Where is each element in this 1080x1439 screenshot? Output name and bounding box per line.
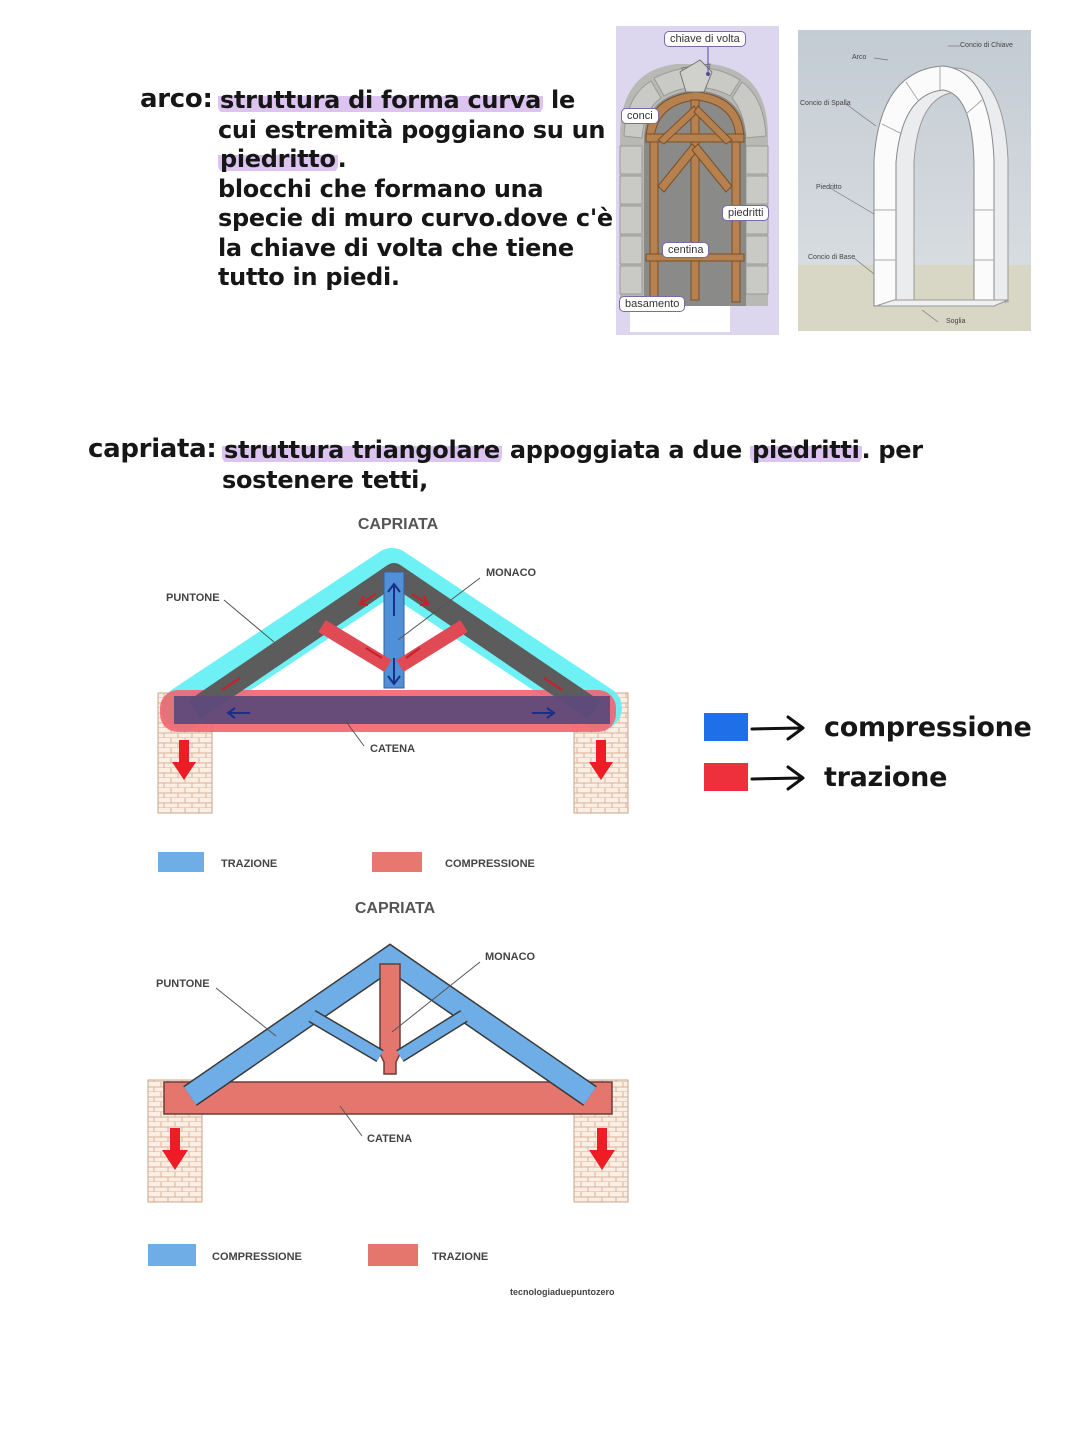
truss1-catena-beam — [174, 696, 610, 724]
highlight-struttura-curva: struttura di forma curva — [220, 86, 541, 114]
truss2-monaco-post — [380, 964, 400, 1074]
arrow-right-icon — [748, 762, 810, 792]
label-concio-di-chiave: Concio di Chiave — [960, 42, 1013, 49]
truss2-legend-swatch-right — [368, 1244, 418, 1266]
arco-def-part2: . — [337, 145, 347, 173]
capriata-def-part1: appoggiata a due — [501, 436, 751, 464]
truss1-strut-left — [322, 626, 388, 666]
truss1-legend-right: COMPRESSIONE — [445, 858, 535, 870]
truss1-legend-swatch-left — [158, 852, 204, 872]
capriata-definition — [222, 436, 942, 495]
truss1-legend-left: TRAZIONE — [221, 858, 278, 870]
color-legend — [704, 708, 1044, 808]
truss2-legend-right: TRAZIONE — [432, 1251, 489, 1263]
truss1-label-puntone: PUNTONE — [166, 592, 220, 604]
label-conci: conci — [621, 108, 659, 124]
label-centina: centina — [662, 242, 709, 258]
truss1-legend-swatch-right — [372, 852, 422, 872]
highlight-piedritti: piedritti — [752, 436, 860, 464]
truss-diagram-clean — [140, 892, 640, 1302]
legend-row-compressione — [704, 712, 1032, 742]
capriata-term: capriata: — [88, 434, 217, 464]
arco-def-part3: blocchi che formano una specie di muro curvo.dove c'è la chiave di volta che tiene tutto in piedi. — [218, 174, 613, 291]
truss1-strut-right — [400, 626, 464, 666]
truss2-strut-left — [312, 1016, 380, 1056]
arco-term: arco: — [140, 84, 213, 114]
legend-swatch-blue — [704, 713, 748, 741]
legend-swatch-red — [704, 763, 748, 791]
truss2-credit: tecnologiaduepuntozero — [510, 1287, 615, 1297]
highlight-struttura-triangolare: struttura triangolare — [224, 436, 500, 464]
arch-3d-diagram — [798, 30, 1031, 331]
arco-def-part1: le cui estremità poggiano su un — [218, 86, 606, 144]
truss-diagram-annotated — [150, 508, 640, 878]
arch-3d-drawing — [798, 30, 1031, 331]
label-piedritti: piedritti — [722, 205, 769, 221]
arrow-right-icon — [748, 712, 810, 742]
truss2-label-puntone: PUNTONE — [156, 978, 210, 990]
label-arco: Arco — [852, 54, 867, 61]
legend-row-trazione — [704, 762, 947, 792]
label-chiave-di-volta: chiave di volta — [664, 31, 746, 47]
truss2-title: CAPRIATA — [354, 900, 436, 917]
label-concio-di-spalla: Concio di Spalla — [800, 100, 851, 107]
truss2-legend-swatch-left — [148, 1244, 196, 1266]
arch-photo-illustration — [616, 26, 779, 335]
truss1-label-monaco: MONACO — [486, 567, 537, 579]
arch-photo-drawing — [616, 26, 779, 335]
truss2-legend-left: COMPRESSIONE — [212, 1251, 302, 1263]
label-soglia: Soglia — [946, 318, 966, 325]
truss2-label-monaco: MONACO — [485, 951, 536, 963]
highlight-piedritto: piedritto — [220, 145, 336, 173]
arco-definition — [218, 86, 618, 293]
truss2-catena-beam — [164, 1082, 612, 1114]
legend-label-trazione: trazione — [824, 761, 948, 793]
label-piedritto: Piedritto — [816, 184, 842, 191]
legend-label-compressione: compressione — [824, 711, 1032, 743]
truss2-label-catena: CATENA — [367, 1133, 413, 1145]
label-basamento: basamento — [619, 296, 685, 312]
truss1-label-catena: CATENA — [370, 743, 416, 755]
capriata-def-part2: . per sostenere tetti, — [222, 436, 923, 494]
label-concio-di-base: Concio di Base — [808, 254, 856, 261]
truss2-strut-right — [400, 1016, 464, 1056]
truss1-title: CAPRIATA — [357, 516, 439, 533]
